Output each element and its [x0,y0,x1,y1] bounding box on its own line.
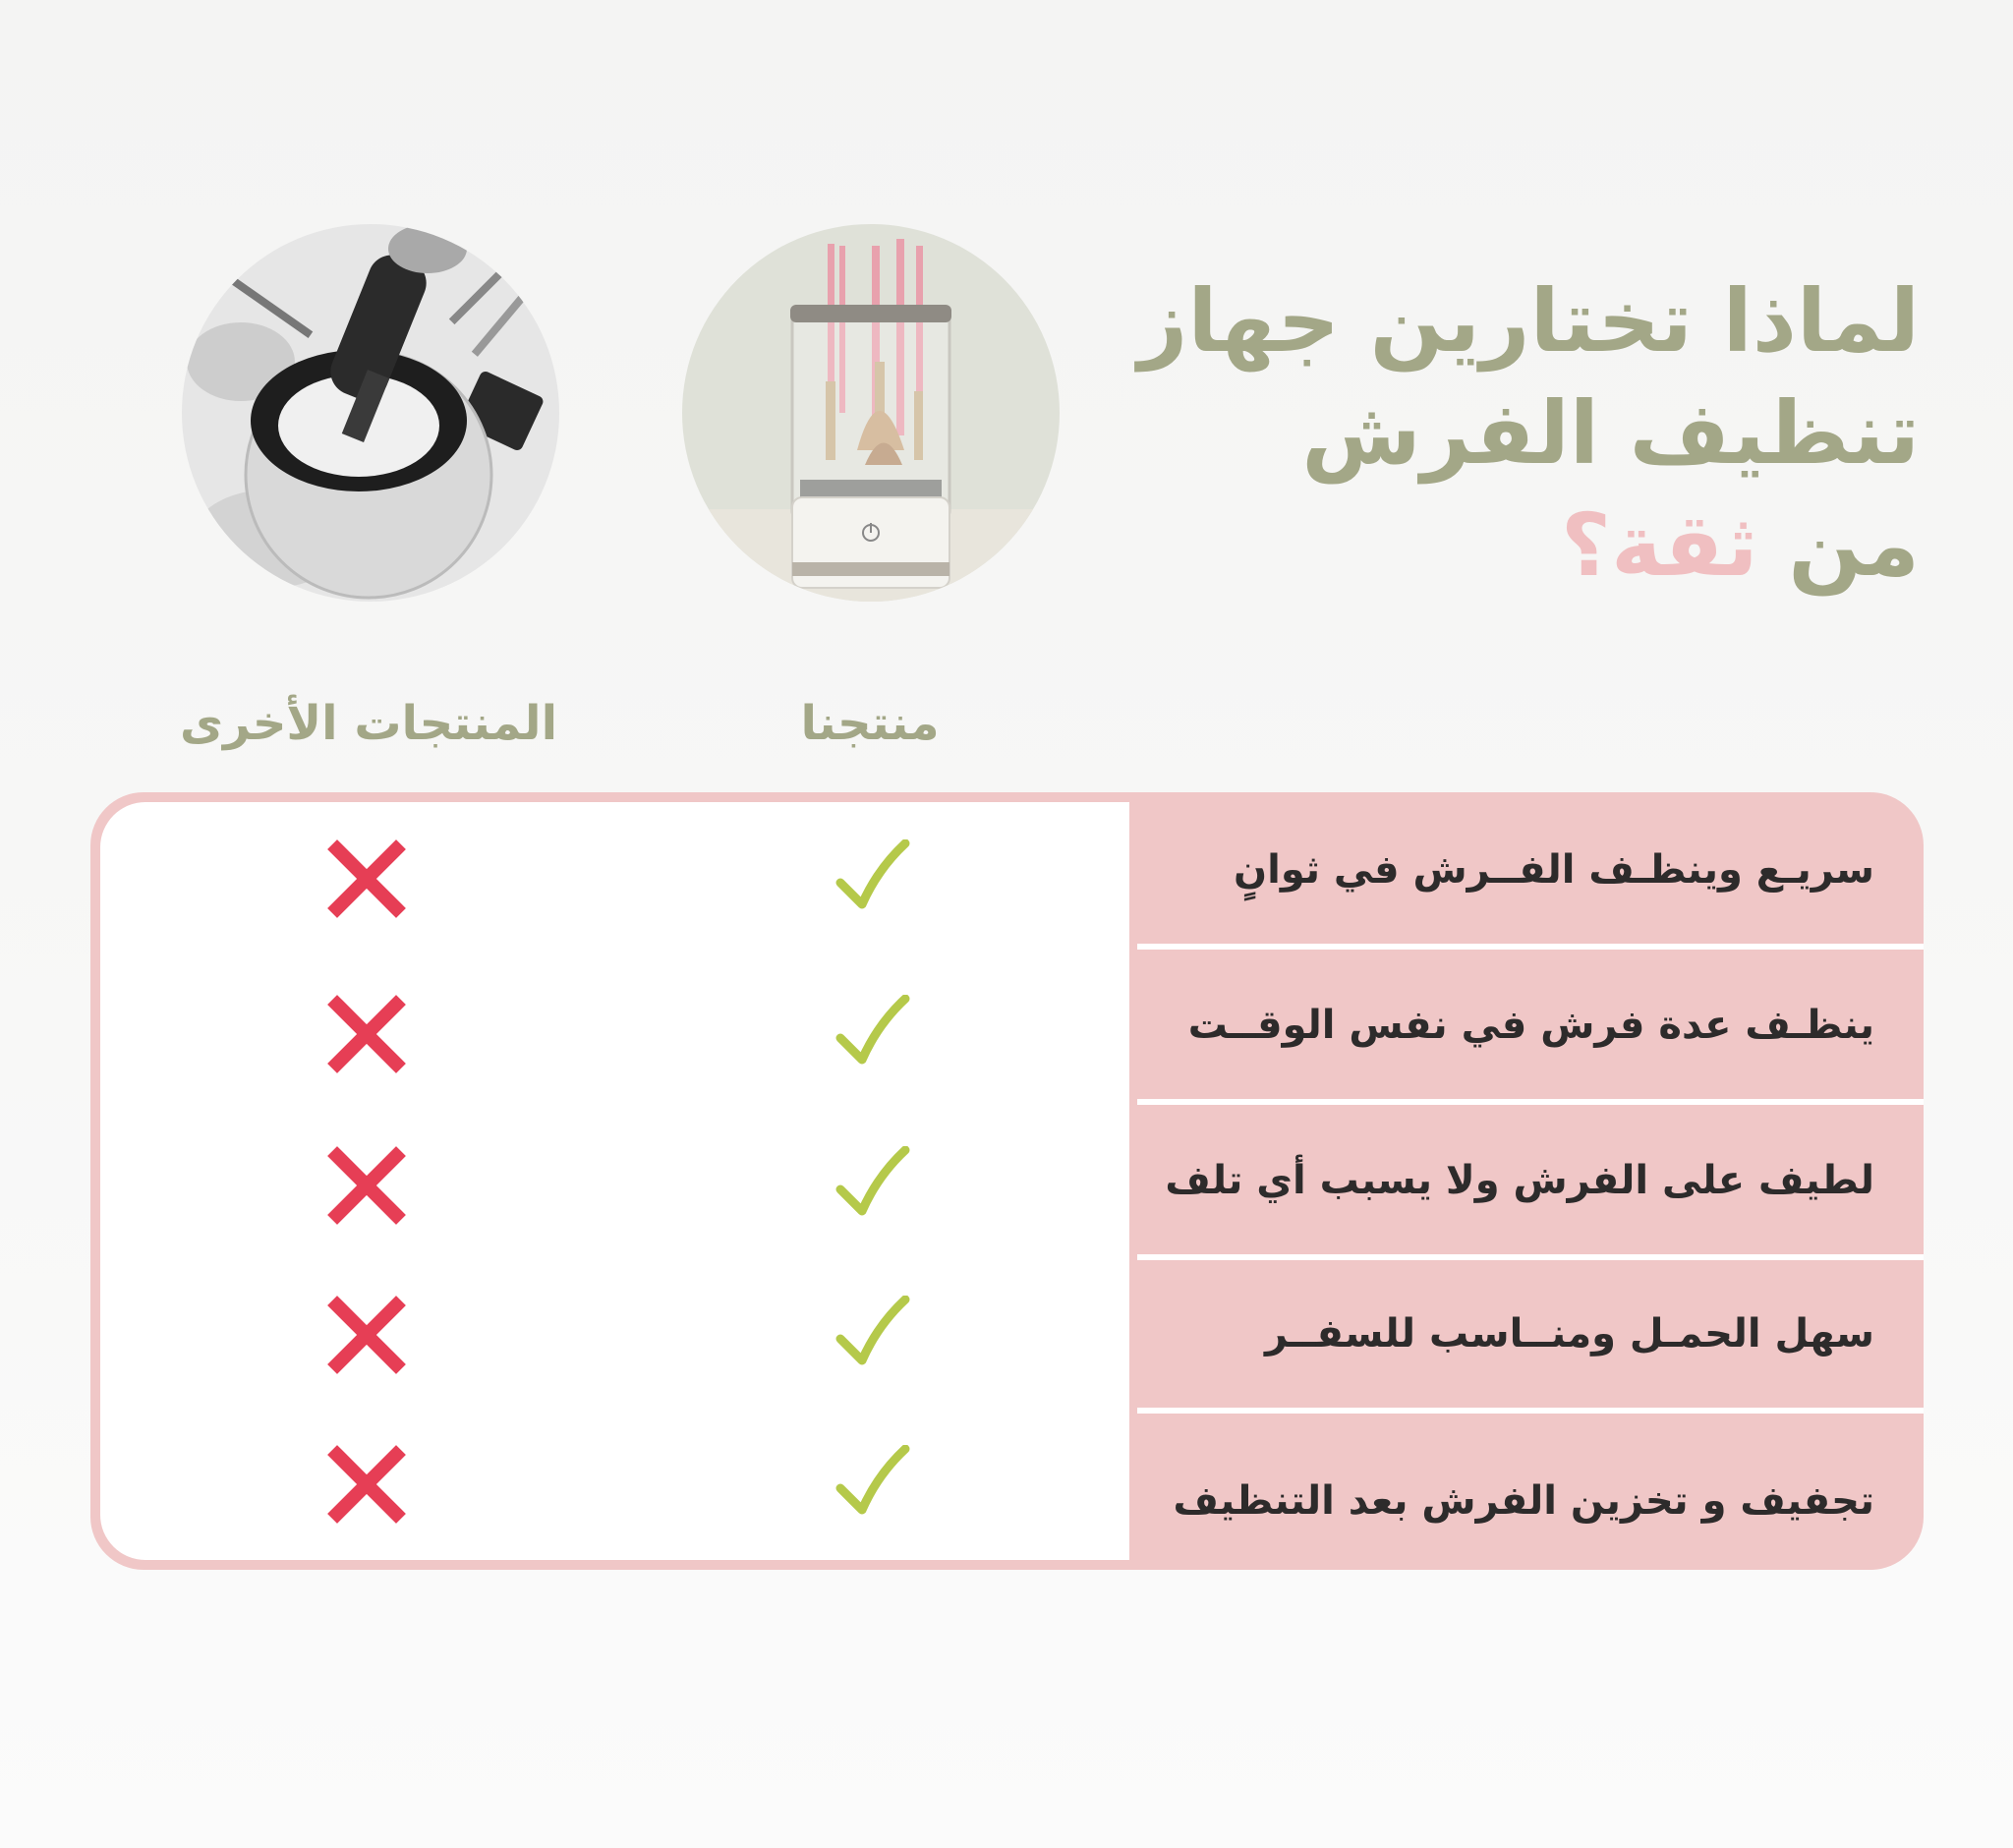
row-divider [1137,944,1924,950]
feature-gentle: لطيف على الفرش ولا يسبب أي تلف [1165,1158,1874,1203]
title-line-1: لماذا تختارين جهاز [1137,270,1920,372]
feature-multiple-brushes: ينظـف عدة فرش في نفس الوقــت [1187,1003,1874,1048]
handheld-spinner-illustration [182,224,559,602]
other-product-image [182,224,559,602]
cross-icon [327,1146,406,1225]
cross-icon [327,1296,406,1374]
title-line-3 [1114,490,1920,602]
cross-icon [327,995,406,1073]
row-divider [1137,1099,1924,1105]
comparison-marks-area [100,802,1129,1560]
check-icon [833,1146,911,1225]
comparison-table [90,792,1924,1570]
check-icon [833,995,911,1073]
page-title [1114,265,1920,602]
our-product-image [682,224,1060,602]
title-accent: ثقة [1610,494,1758,596]
cross-icon [327,839,406,918]
check-icon [833,1445,911,1524]
title-line-2: تنظيف الفرش [1301,382,1920,484]
feature-fast-cleaning: سريـع وينظـف الفــرش في ثوانٍ [1234,847,1874,893]
check-icon [833,1296,911,1374]
check-icon [833,839,911,918]
row-divider [1137,1408,1924,1414]
feature-portable: سهل الحمـل ومنــاسب للسفــر [1264,1311,1874,1357]
feature-dry-store: تجفيف و تخزين الفرش بعد التنظيف [1173,1478,1874,1524]
title-question-mark: ؟ [1560,494,1611,596]
column-label-others: المنتجات الأخرى [179,696,558,751]
title-prefix: من [1757,494,1920,596]
column-label-ours: منتجنا [800,696,940,751]
brush-cleaner-illustration [682,224,1060,602]
cross-icon [327,1445,406,1524]
